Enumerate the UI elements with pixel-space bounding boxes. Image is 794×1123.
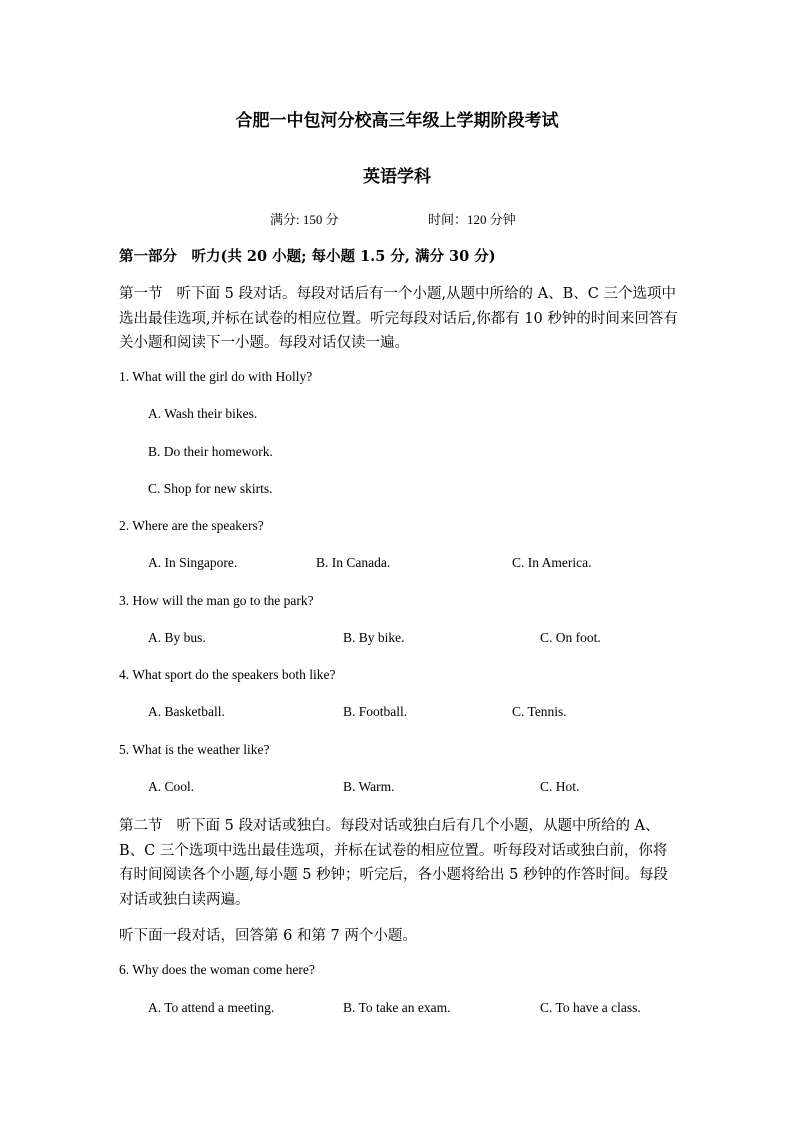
question-2-option-b[interactable]: B. In Canada. (316, 555, 391, 570)
question-6-option-a[interactable]: A. To attend a meeting. (148, 1000, 275, 1015)
question-4-option-c[interactable]: C. Tennis. (512, 704, 567, 719)
subject-title: 英语学科 (363, 167, 431, 187)
full-score: 满分: 150 分 (270, 212, 339, 227)
section1-label: 第一节 (119, 286, 163, 302)
question-6-option-c[interactable]: C. To have a class. (540, 1000, 641, 1015)
part1-heading: 第一部分 听力(共 20 小题; 每小题 1.5 分, 满分 30 分) (119, 248, 496, 265)
question-6-stem: 6. Why does the woman come here? (119, 962, 315, 977)
question-5-option-b[interactable]: B. Warm. (343, 779, 395, 794)
question-3-stem: 3. How will the man go to the park? (119, 593, 314, 608)
section1-text: 听下面 5 段对话。每段对话后有一个小题,从题中所给的 A、B、C 三个选项中选出最佳选项,并标在试卷的相应位置。听完每段对话后,你都有 10 秒钟的时间来回答有关小题和阅读下一小题。每段对话仅读一遍。 (119, 286, 678, 351)
question-5-stem: 5. What is the weather like? (119, 742, 270, 757)
section1-instructions (119, 282, 679, 356)
question-3-option-c[interactable]: C. On foot. (540, 630, 601, 645)
question-4-option-a[interactable]: A. Basketball. (148, 704, 225, 719)
question-4-option-b[interactable]: B. Football. (343, 704, 408, 719)
question-4-stem: 4. What sport do the speakers both like? (119, 667, 336, 682)
question-5-option-c[interactable]: C. Hot. (540, 779, 580, 794)
question-3-option-a[interactable]: A. By bus. (148, 630, 206, 645)
question-1-option-b[interactable]: B. Do their homework. (148, 444, 273, 459)
question-1-option-c[interactable]: C. Shop for new skirts. (148, 481, 273, 496)
exam-time: 时间：120 分钟 (428, 212, 516, 227)
question-5-option-a[interactable]: A. Cool. (148, 779, 195, 794)
question-6-option-b[interactable]: B. To take an exam. (343, 1000, 451, 1015)
section2-label: 第二节 (119, 818, 163, 834)
question-2-option-c[interactable]: C. In America. (512, 555, 592, 570)
exam-title: 合肥一中包河分校高三年级上学期阶段考试 (235, 111, 559, 131)
section2-instructions (119, 814, 679, 912)
question-1-option-a[interactable]: A. Wash their bikes. (148, 406, 258, 421)
question-2-option-a[interactable]: A. In Singapore. (148, 555, 238, 570)
question-3-option-b[interactable]: B. By bike. (343, 630, 405, 645)
dialogue-intro: 听下面一段对话，回答第 6 和第 7 两个小题。 (119, 928, 417, 944)
question-1-stem: 1. What will the girl do with Holly? (119, 369, 313, 384)
section2-text: 听下面 5 段对话或独白。每段对话或独白后有几个小题，从题中所给的 A、B、C 三个选项中选出最佳选项，并标在试卷的相应位置。听每段对话或独白前，你将有时间阅读各个小题,每小题 5 秒钟；听完后，各小题将给出 5 秒钟的作答时间。每段对话或独白读两遍。 (119, 818, 668, 908)
question-2-stem: 2. Where are the speakers? (119, 518, 264, 533)
